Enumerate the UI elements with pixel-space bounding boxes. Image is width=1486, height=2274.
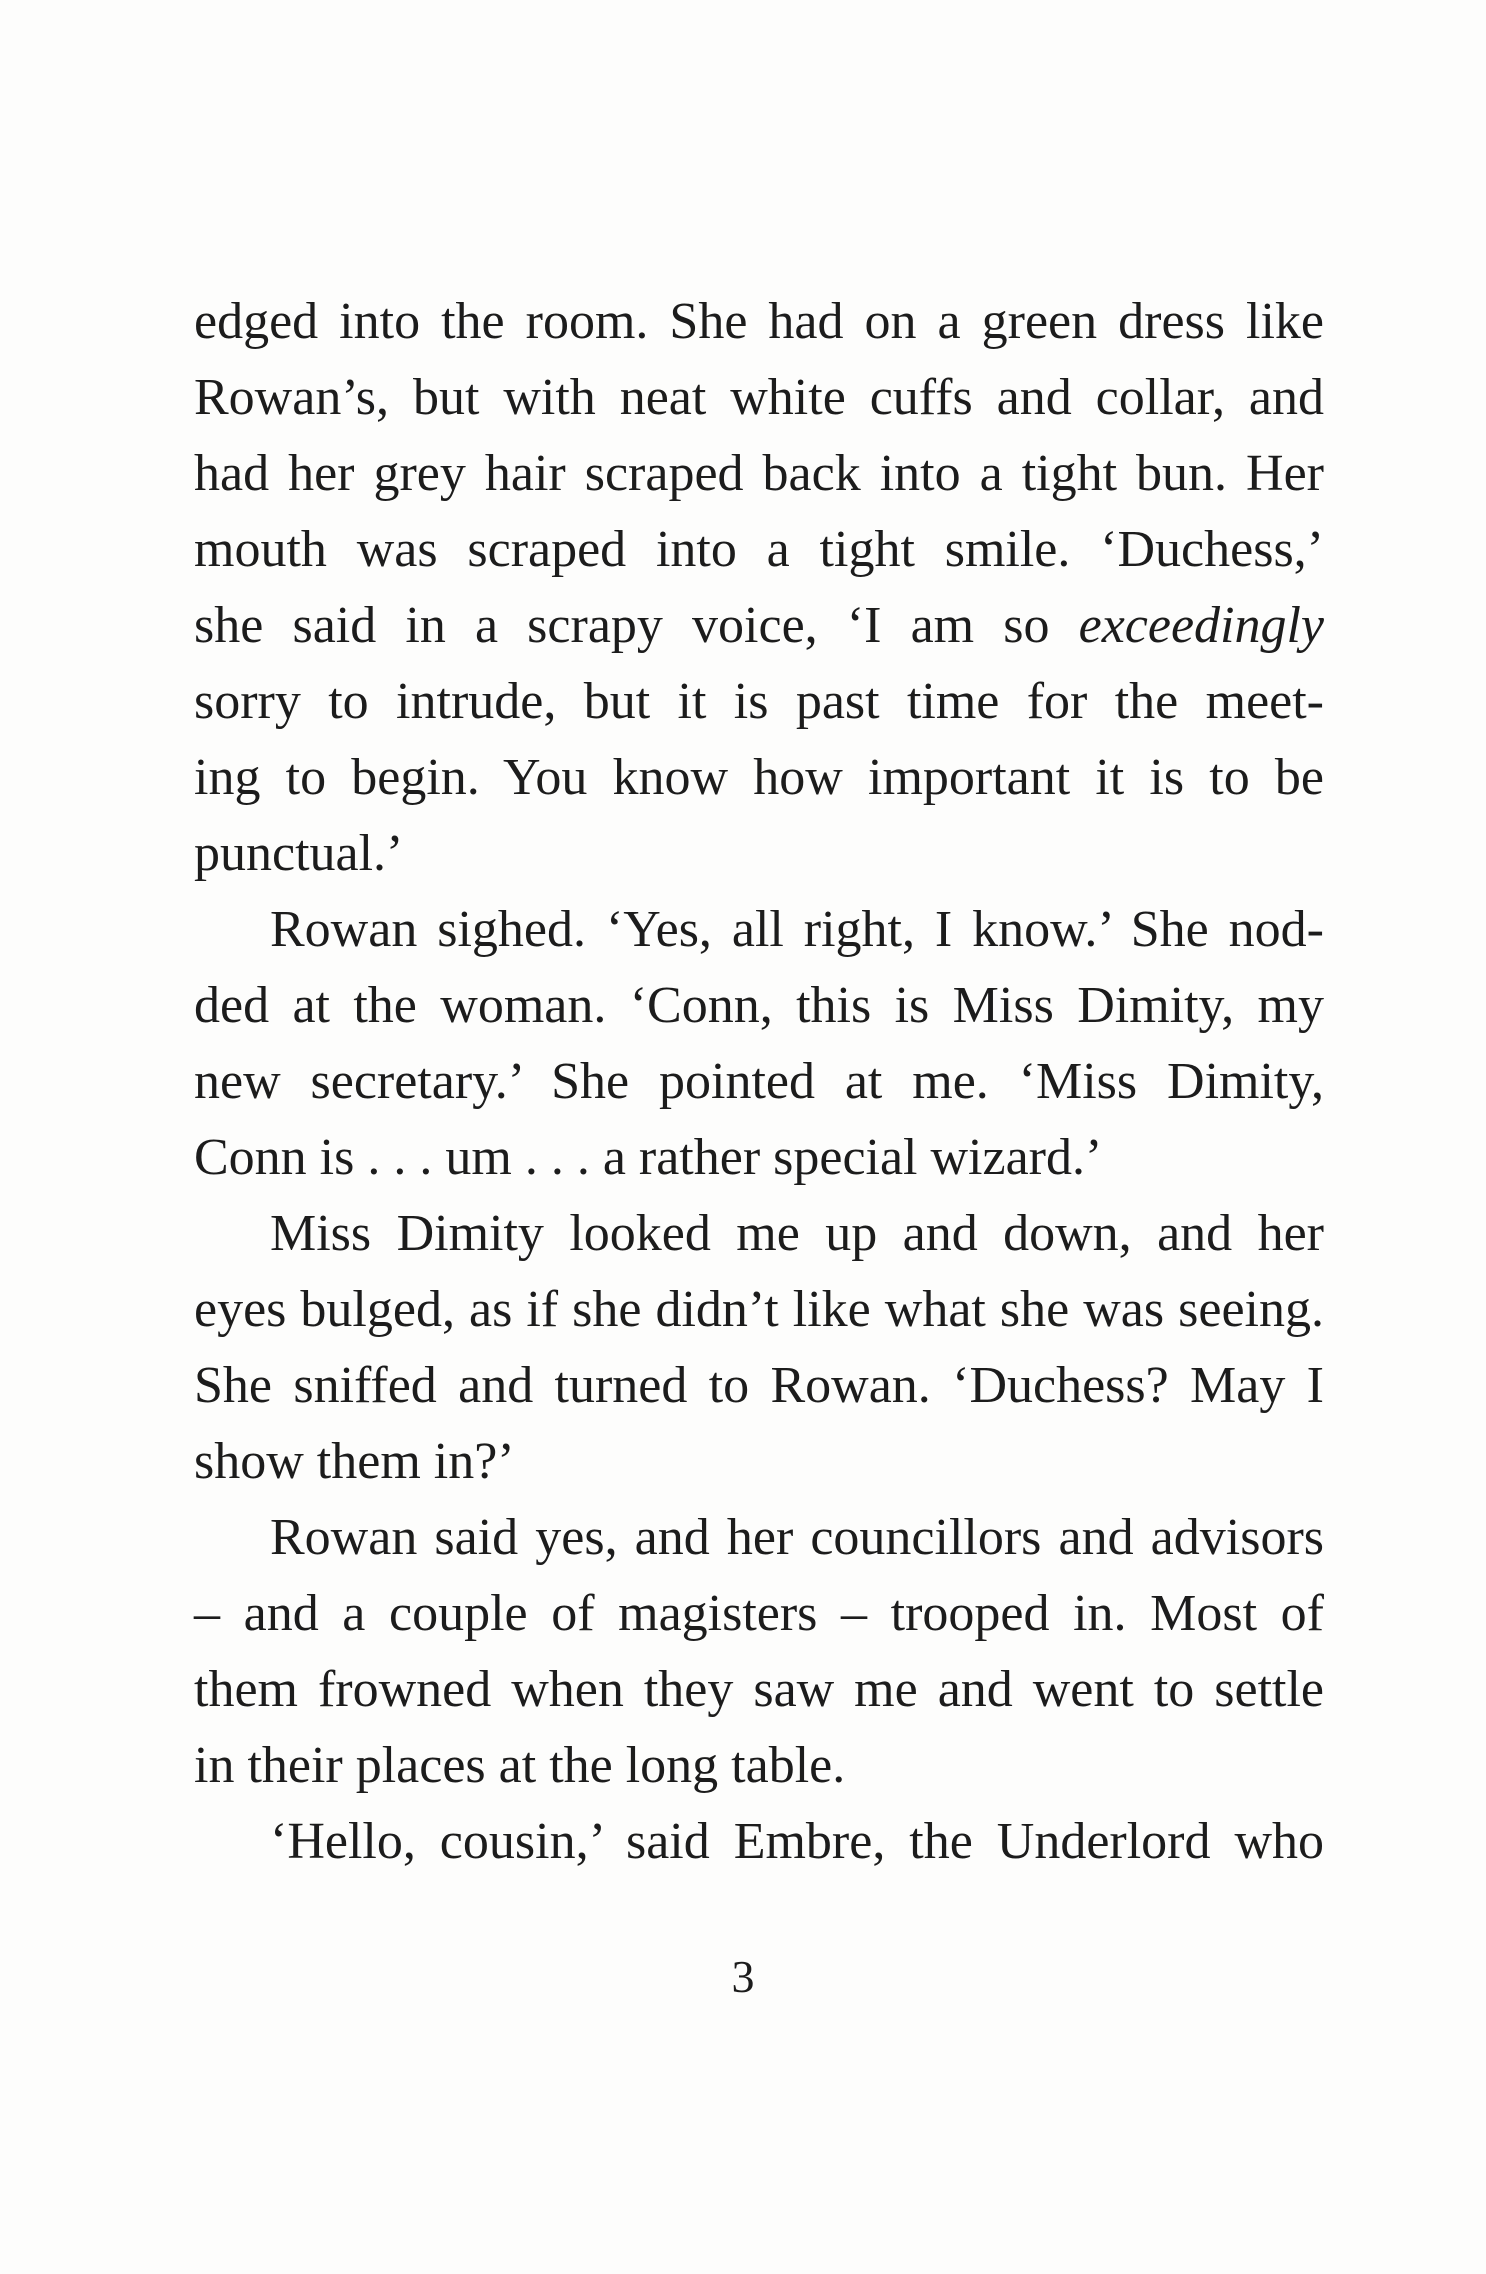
text-line: – and a couple of magisters – trooped in. Most of bbox=[194, 1585, 1324, 1642]
text-line: punctual.’ bbox=[194, 825, 404, 882]
text-line: in their places at the long table. bbox=[194, 1737, 846, 1794]
text-line: ing to begin. You know how important it is to be bbox=[194, 749, 1324, 806]
text-segment: she said in a scrapy voice, ‘I am so bbox=[194, 597, 1079, 654]
text-line: had her grey hair scraped back into a tight bun. Her bbox=[194, 445, 1324, 502]
text-line: Conn is . . . um . . . a rather special wizard.’ bbox=[194, 1129, 1103, 1186]
text-line: show them in?’ bbox=[194, 1433, 515, 1490]
text-line: ‘Hello, cousin,’ said Embre, the Underlord who bbox=[270, 1813, 1324, 1870]
text-line: edged into the room. She had on a green dress like bbox=[194, 293, 1324, 350]
text-line: new secretary.’ She pointed at me. ‘Miss Dimity, bbox=[194, 1053, 1324, 1110]
text-line: sorry to intrude, but it is past time for the meet- bbox=[194, 673, 1324, 730]
text-line: them frowned when they saw me and went to settle bbox=[194, 1661, 1324, 1718]
text-line: eyes bulged, as if she didn’t like what she was seeing. bbox=[194, 1281, 1324, 1338]
text-line bbox=[194, 588, 1324, 664]
body-text bbox=[194, 284, 1324, 1880]
text-line: Rowan said yes, and her councillors and advisors bbox=[270, 1509, 1324, 1566]
text-line: Rowan’s, but with neat white cuffs and collar, and bbox=[194, 369, 1324, 426]
text-line: She sniffed and turned to Rowan. ‘Duchess? May I bbox=[194, 1357, 1324, 1414]
text-line: mouth was scraped into a tight smile. ‘Duchess,’ bbox=[194, 521, 1324, 578]
text-line: ded at the woman. ‘Conn, this is Miss Dimity, my bbox=[194, 977, 1324, 1034]
page-number: 3 bbox=[731, 1951, 755, 2002]
text-line: Miss Dimity looked me up and down, and her bbox=[270, 1205, 1324, 1262]
emphasis-text: exceedingly bbox=[1078, 597, 1324, 654]
text-line: Rowan sighed. ‘Yes, all right, I know.’ She nod- bbox=[270, 901, 1324, 958]
